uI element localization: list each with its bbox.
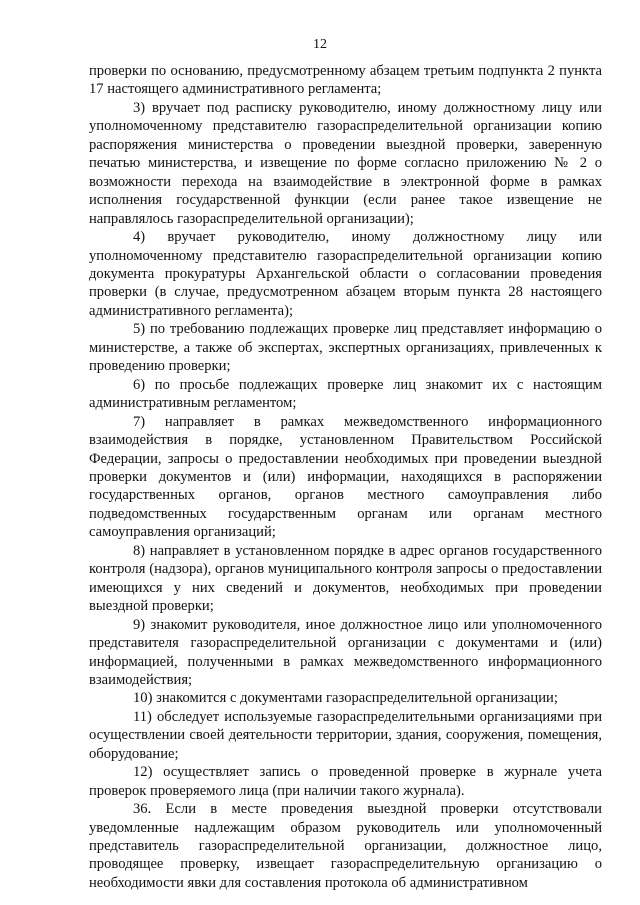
paragraph-item-12: 12) осуществляет запись о проведенной проверке в журнале учета проверок проверяемого лица (при наличии такого журнала).: [89, 764, 602, 799]
paragraph-item-6: 6) по просьбе подлежащих проверке лиц знакомит их с настоящим административным регламентом;: [89, 376, 602, 412]
paragraph-item-9: 9) знакомит руководителя, иное должностное лицо или уполномоченного представителя газораспределительной организации с документами и (или) информацией, полученными в рамках межведомственного информационного взаимодействия;: [89, 616, 602, 688]
paragraph-item-5: 5) по требованию подлежащих проверке лиц представляет информацию о министерстве, а также об экспертах, экспертных организациях, привлеченных к проведению проверки;: [89, 321, 602, 375]
paragraph-continuation: проверки по основанию, предусмотренному абзацем третьим подпункта 2 пункта 17 настоящего административного регламента;: [89, 63, 602, 98]
paragraph-clause-36: 36. Если в месте проведения выездной проверки отсутствовали уведомленные надлежащим образом руководитель или уполномоченный представитель газораспределительной организации, должностное лицо, проводящее проверку, извещает газораспределительную организацию о необходимости явки для составления протокола об административном: [89, 801, 602, 891]
paragraph-item-3: 3) вручает под расписку руководителю, иному должностному лицу или уполномоченному представителю газораспределительной организации копию распоряжения министерства о проведении выездной проверки, заверенную печатью министерства, и извещение по форме согласно приложению № 2 о возможности перехода на взаимодействие в электронной форме в рамках исполнения государственной функции (если ранее такое извещение не направлялось газораспределительной организации);: [89, 99, 602, 227]
paragraph-item-8: 8) направляет в установленном порядке в адрес органов государственного контроля (надзора), органов муниципального контроля запросы о предоставлении имеющихся у них сведений и документов, необходимых при проведении выездной проверки;: [89, 542, 602, 615]
paragraph-item-7: 7) направляет в рамках межведомственного информационного взаимодействия в порядке, установленном Правительством Российской Федерации, запросы о предоставлении необходимых при проведении выездной проверки документов и (или) информации, находящихся в распоряжении государственных органов, органов местного самоуправления либо подведомственных государственным органам или органам местного самоуправления организаций;: [89, 413, 602, 541]
paragraph-item-4: 4) вручает руководителю, иному должностному лицу или уполномоченному представителю газораспределительной организации копию документа прокуратуры Архангельской области о согласовании проведения проверки (в случае, предусмотренном абзацем вторым пункта 28 настоящего административного регламента);: [89, 229, 602, 319]
document-body: [89, 62, 602, 892]
page-number: 12: [313, 37, 327, 52]
paragraph-item-11: 11) обследует используемые газораспределительными организациями при осуществлении своей деятельности территории, здания, сооружения, помещения, оборудование;: [89, 708, 602, 762]
paragraph-item-10: 10) знакомится с документами газораспределительной организации;: [133, 690, 558, 707]
